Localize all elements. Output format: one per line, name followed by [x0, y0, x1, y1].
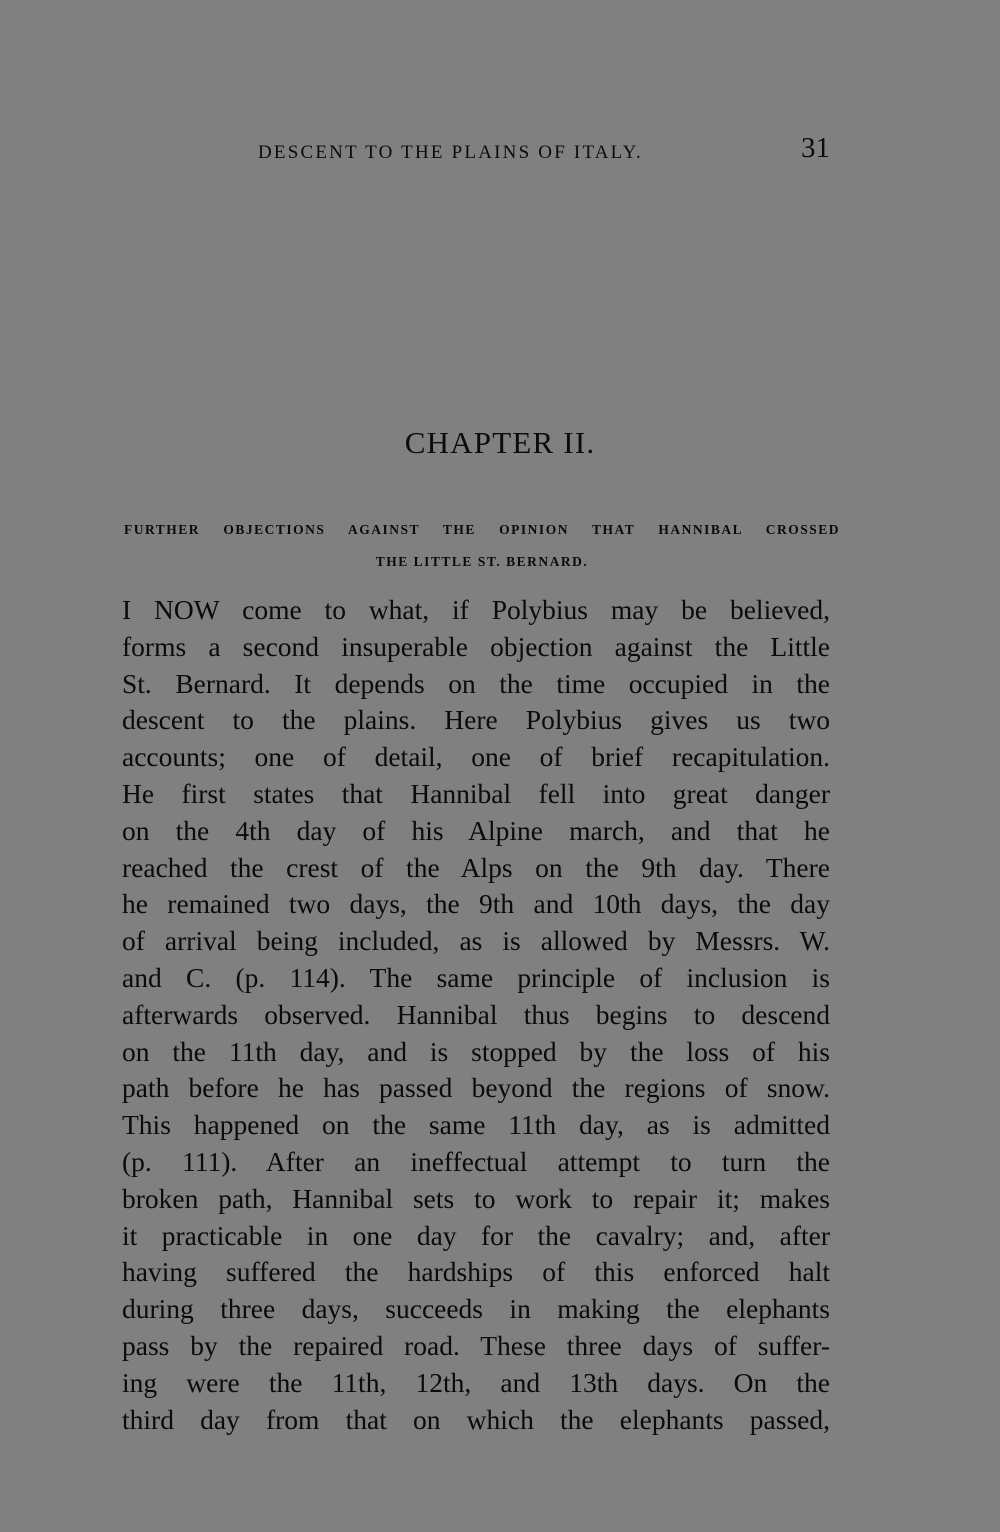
chapter-title: CHAPTER II. — [404, 425, 596, 460]
text-line: (p. 111). After an ineffectual attempt to turn the — [122, 1145, 830, 1177]
text-line: broken path, Hannibal sets to work to repair it; makes — [122, 1182, 830, 1214]
running-title: DESCENT TO THE PLAINS OF ITALY. — [258, 142, 643, 163]
text-line: reached the crest of the Alps on the 9th day. There — [122, 851, 830, 883]
text-line: This happened on the same 11th day, as is admitted — [122, 1109, 830, 1141]
body-text — [122, 592, 830, 1438]
text-line: it practicable in one day for the cavalry; and, after — [122, 1219, 830, 1251]
text-line: accounts; one of detail, one of brief recapitulation. — [122, 741, 830, 773]
chapter-summary — [124, 514, 840, 578]
text-line: during three days, succeeds in making the elephants — [122, 1293, 830, 1325]
text-line: forms a second insuperable objection against the Little — [122, 630, 830, 662]
chapter-summary-line: THE LITTLE ST. BERNARD. — [375, 554, 589, 569]
text-line: pass by the repaired road. These three days of suffer- — [122, 1329, 830, 1361]
text-line: third day from that on which the elephants passed, — [122, 1403, 830, 1435]
text-line: afterwards observed. Hannibal thus begins to descend — [122, 998, 830, 1030]
text-line: he remained two days, the 9th and 10th days, the day — [122, 888, 830, 920]
text-line: having suffered the hardships of this enforced halt — [122, 1256, 830, 1288]
text-line: ing were the 11th, 12th, and 13th days. On the — [122, 1366, 830, 1398]
text-line: descent to the plains. Here Polybius gives us two — [122, 704, 830, 736]
text-line: of arrival being included, as is allowed by Messrs. W. — [122, 925, 830, 957]
text-line: He first states that Hannibal fell into great danger — [122, 777, 830, 809]
text-line: St. Bernard. It depends on the time occupied in the — [122, 667, 830, 699]
text-line: on the 4th day of his Alpine march, and that he — [122, 814, 830, 846]
page-number: 31 — [801, 132, 830, 164]
text-line: and C. (p. 114). The same principle of inclusion is — [122, 961, 830, 993]
running-head — [258, 134, 830, 170]
chapter-summary-line: FURTHER OBJECTIONS AGAINST THE OPINION THAT HANNIBAL CROSSED — [124, 522, 840, 537]
text-line: I NOW come to what, if Polybius may be believed, — [122, 594, 830, 625]
text-line: path before he has passed beyond the regions of snow. — [122, 1072, 830, 1104]
text-line: on the 11th day, and is stopped by the loss of his — [122, 1035, 830, 1067]
